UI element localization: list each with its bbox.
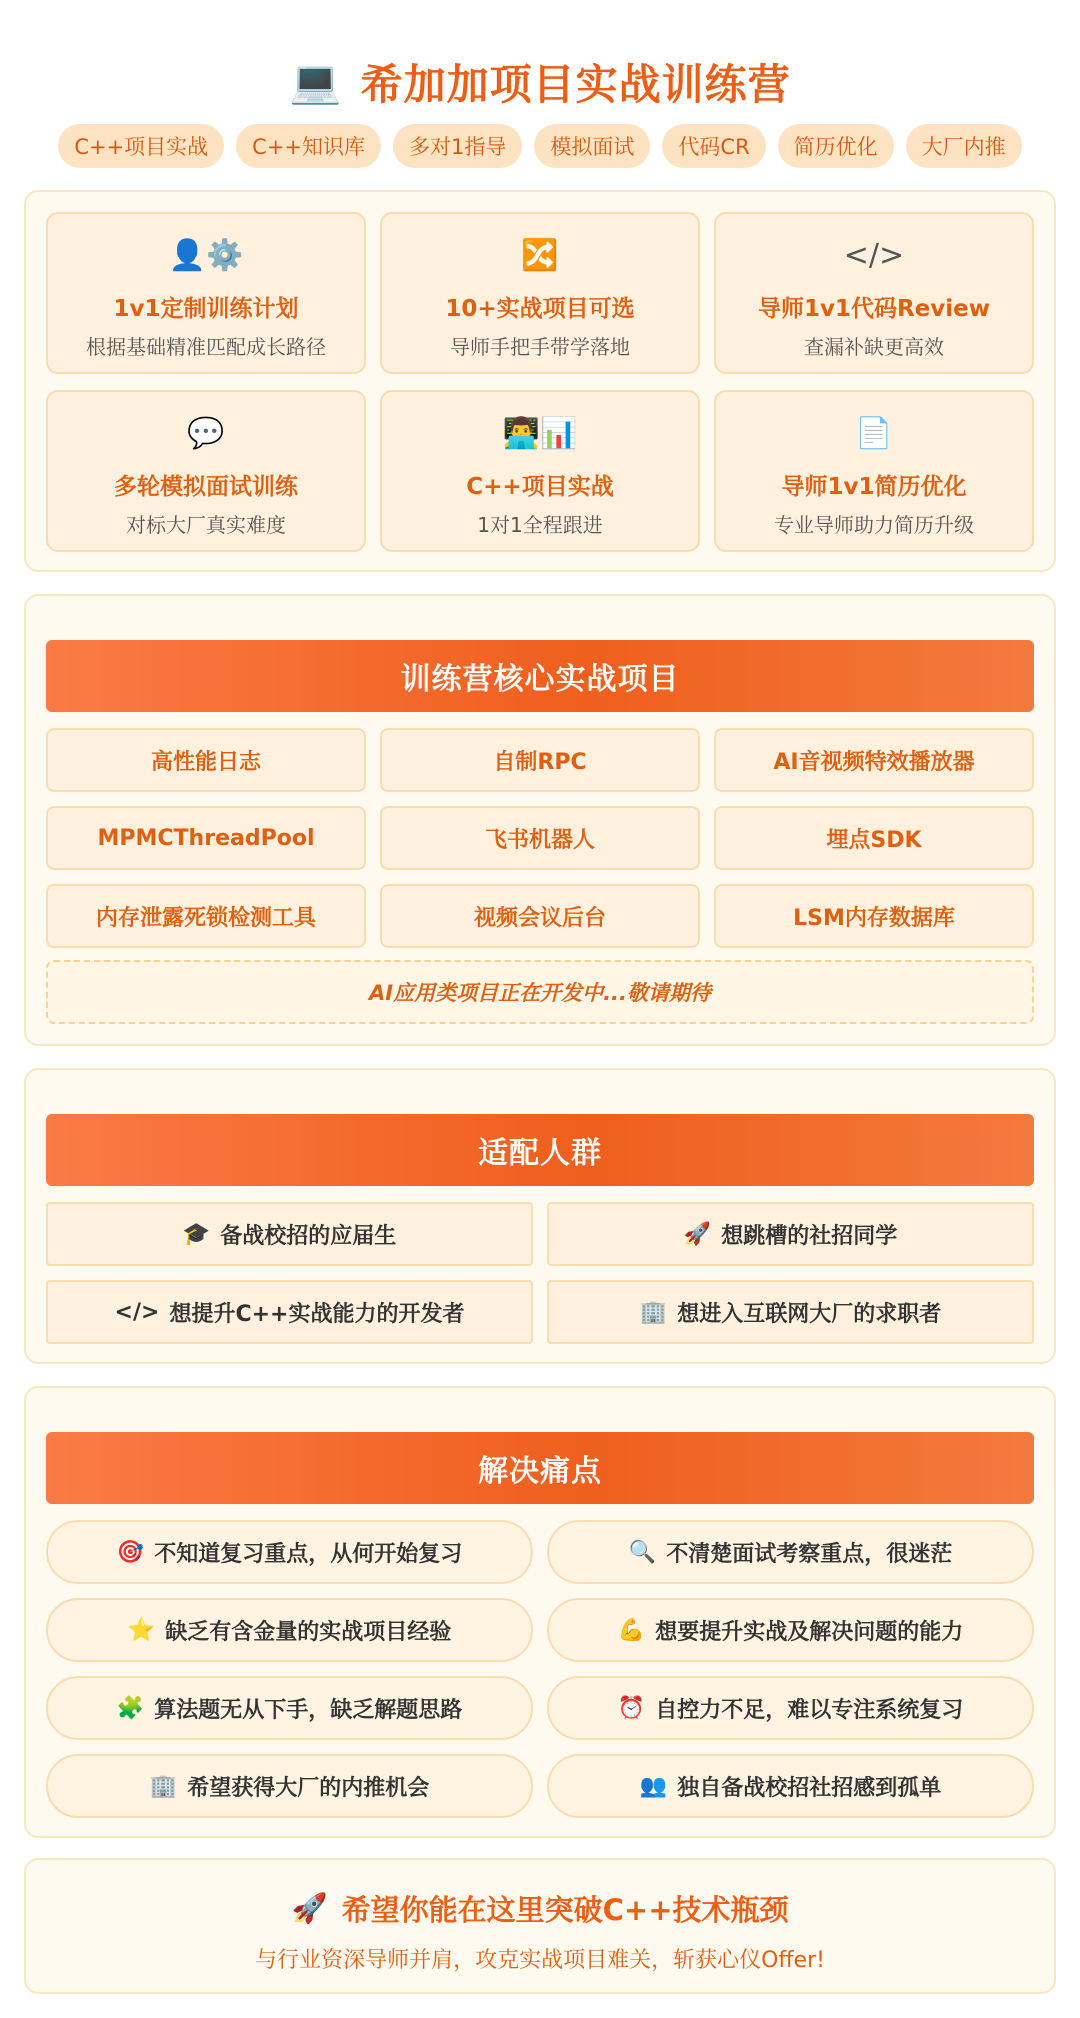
pain-point-item <box>46 1754 533 1818</box>
shuffle-icon: 🔀 <box>521 238 559 273</box>
pain-point-label: 希望获得大厂的内推机会 <box>187 1775 430 1801</box>
tag-mentoring: 多对1指导 <box>393 124 522 168</box>
star-icon: ⭐ <box>127 1617 156 1643</box>
pain-point-label: 不知道复习重点，从何开始复习 <box>154 1541 463 1567</box>
pain-points-banner: 解决痛点 <box>46 1432 1034 1504</box>
pain-point-label: 独自备战校招社招感到孤单 <box>677 1775 942 1801</box>
tag-code-review: 代码CR <box>662 124 765 168</box>
projects-banner: 训练营核心实战项目 <box>46 640 1034 712</box>
project-item: 埋点SDK <box>714 806 1034 870</box>
rocket-icon: 🚀 <box>291 1891 328 1925</box>
feature-title: C++项目实战 <box>466 474 614 500</box>
feature-card <box>714 212 1034 374</box>
feature-desc: 根据基础精准匹配成长路径 <box>86 335 326 359</box>
project-item: 内存泄露死锁检测工具 <box>46 884 366 948</box>
graduation-cap-icon: 🎓 <box>182 1221 211 1247</box>
audience-item <box>46 1202 533 1266</box>
footer-headline-text: 希望你能在这里突破C++技术瓶颈 <box>341 1893 789 1927</box>
project-item: 高性能日志 <box>46 728 366 792</box>
project-item: LSM内存数据库 <box>714 884 1034 948</box>
pain-point-item <box>547 1754 1034 1818</box>
feature-title: 多轮模拟面试训练 <box>114 474 298 500</box>
audience-item <box>46 1280 533 1344</box>
developer-chart-icon: 👨‍💻📊 <box>502 416 578 451</box>
tag-list <box>0 124 1080 168</box>
project-item: 自制RPC <box>380 728 700 792</box>
alarm-clock-icon: ⏰ <box>617 1695 646 1721</box>
audience-item <box>547 1280 1034 1344</box>
office-building-icon: 🏢 <box>639 1299 668 1325</box>
pain-point-item <box>46 1676 533 1740</box>
project-item: 视频会议后台 <box>380 884 700 948</box>
pain-point-label: 想要提升实战及解决问题的能力 <box>655 1619 964 1645</box>
feature-desc: 1对1全程跟进 <box>477 513 603 537</box>
pain-point-item <box>547 1520 1034 1584</box>
feature-card <box>380 212 700 374</box>
feature-desc: 对标大厂真实难度 <box>126 513 286 537</box>
pain-point-label: 不清楚面试考察重点，很迷茫 <box>666 1541 953 1567</box>
audience-banner: 适配人群 <box>46 1114 1034 1186</box>
document-icon: 📄 <box>855 416 893 451</box>
footer-panel <box>24 1858 1056 1994</box>
feature-title: 10+实战项目可选 <box>445 296 635 322</box>
pain-points-grid <box>46 1520 1034 1818</box>
tag-cpp-project: C++项目实战 <box>58 124 224 168</box>
coming-soon-note: AI应用类项目正在开发中...敬请期待 <box>46 960 1034 1024</box>
projects-panel <box>24 594 1056 1046</box>
pain-point-item <box>547 1676 1034 1740</box>
audience-label: 备战校招的应届生 <box>220 1223 397 1249</box>
laptop-icon: 💻 <box>289 57 343 106</box>
code-icon: </> <box>843 238 905 273</box>
feature-card <box>46 390 366 552</box>
pain-points-panel <box>24 1386 1056 1838</box>
project-item: MPMCThreadPool <box>46 806 366 870</box>
person-gear-icon: 👤⚙️ <box>168 238 244 273</box>
footer-subline: 与行业资深导师并肩，攻克实战项目难关，斩获心仪Offer! <box>255 1948 825 1973</box>
audience-panel <box>24 1068 1056 1364</box>
project-item: 飞书机器人 <box>380 806 700 870</box>
footer-headline <box>26 1888 1054 1929</box>
page-title-text: 希加加项目实战训练营 <box>360 60 791 109</box>
pain-point-item <box>46 1520 533 1584</box>
office-building-icon: 🏢 <box>149 1773 178 1799</box>
project-item: AI音视频特效播放器 <box>714 728 1034 792</box>
feature-title: 导师1v1代码Review <box>757 296 991 322</box>
feature-title: 1v1定制训练计划 <box>113 296 299 322</box>
code-icon: </> <box>114 1299 160 1325</box>
audience-item <box>547 1202 1034 1266</box>
rocket-icon: 🚀 <box>683 1221 712 1247</box>
target-icon: 🎯 <box>116 1539 145 1565</box>
feature-card <box>380 390 700 552</box>
pain-point-label: 算法题无从下手，缺乏解题思路 <box>154 1697 463 1723</box>
tag-mock-interview: 模拟面试 <box>534 124 650 168</box>
pain-point-label: 缺乏有含金量的实战项目经验 <box>165 1619 452 1645</box>
puzzle-icon: 🧩 <box>116 1695 145 1721</box>
speech-bubble-icon: 💬 <box>187 416 225 451</box>
tag-referral: 大厂内推 <box>906 124 1022 168</box>
feature-card <box>714 390 1034 552</box>
pain-point-label: 自控力不足，难以专注系统复习 <box>655 1697 964 1723</box>
feature-card <box>46 212 366 374</box>
feature-desc: 导师手把手带学落地 <box>450 335 630 359</box>
tag-resume: 简历优化 <box>778 124 894 168</box>
page-title <box>289 52 790 112</box>
projects-grid <box>46 728 1034 948</box>
audience-label: 想跳槽的社招同学 <box>721 1223 898 1249</box>
pain-point-item <box>46 1598 533 1662</box>
feature-desc: 查漏补缺更高效 <box>804 335 944 359</box>
audience-label: 想提升C++实战能力的开发者 <box>169 1301 465 1327</box>
audience-label: 想进入互联网大厂的求职者 <box>677 1301 942 1327</box>
audience-grid <box>46 1202 1034 1344</box>
muscle-icon: 💪 <box>617 1617 646 1643</box>
page-header <box>0 52 1080 112</box>
magnifier-icon: 🔍 <box>628 1539 657 1565</box>
feature-desc: 专业导师助力简历升级 <box>774 513 974 537</box>
people-icon: 👥 <box>639 1773 668 1799</box>
pain-point-item <box>547 1598 1034 1662</box>
tag-cpp-knowledge: C++知识库 <box>236 124 381 168</box>
features-panel <box>24 190 1056 572</box>
feature-title: 导师1v1简历优化 <box>781 474 967 500</box>
